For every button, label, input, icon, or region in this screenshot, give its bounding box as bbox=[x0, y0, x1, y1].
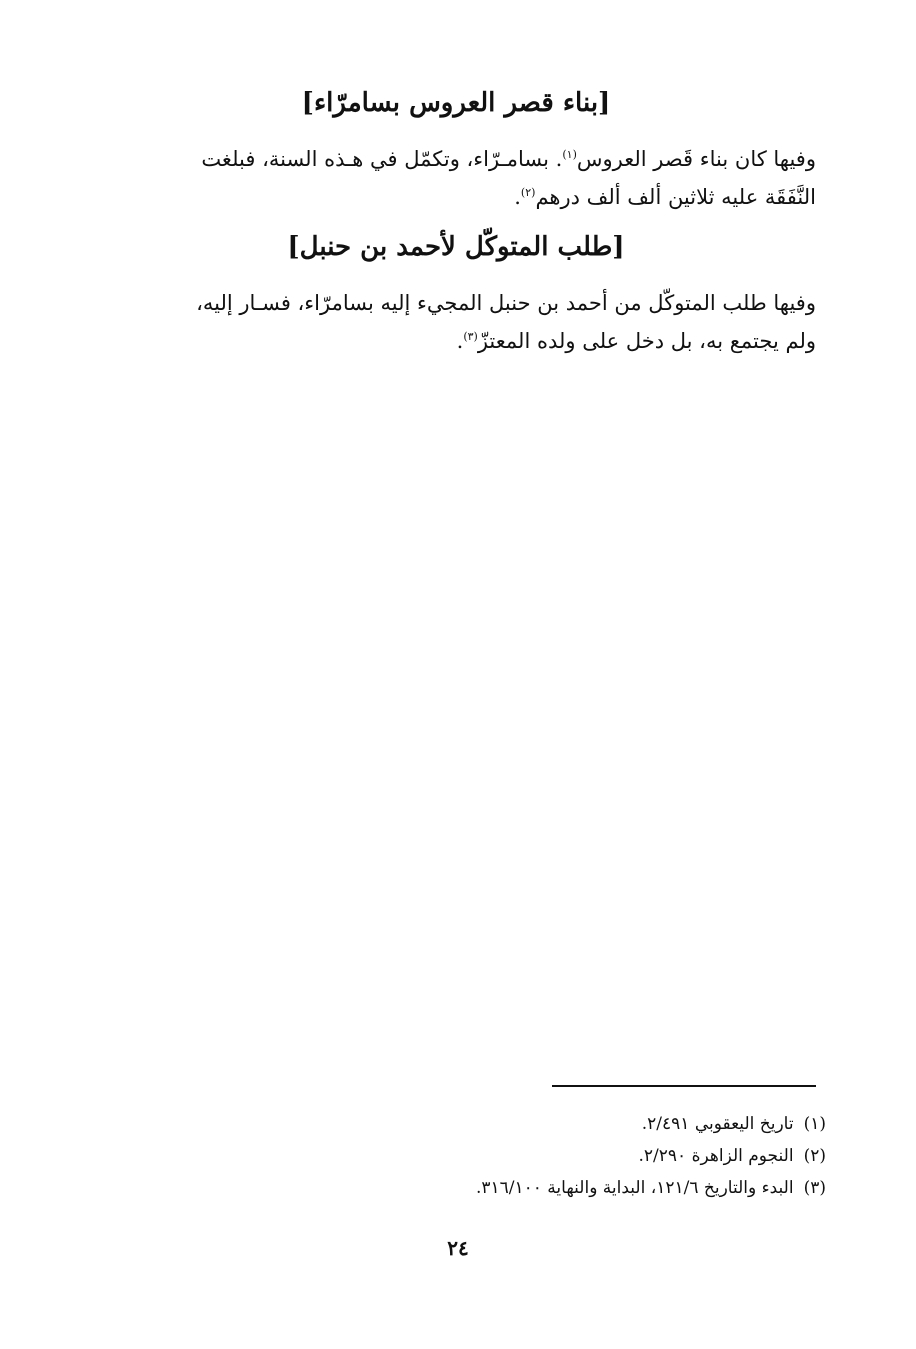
section-heading-qasr-al-arus: [بناء قصر العروس بسامرّاء] bbox=[301, 88, 611, 118]
footnote-divider bbox=[552, 1085, 816, 1087]
paragraph-line bbox=[96, 322, 816, 360]
footnote-item bbox=[96, 1172, 826, 1204]
line-text: ولم يجتمع به، بل دخل على ولده المعتزّ bbox=[477, 329, 816, 353]
footnote-text: النجوم الزاهرة ٢/٢٩٠. bbox=[638, 1146, 794, 1166]
footnote-marker: (٢) bbox=[520, 186, 536, 199]
line-text: وفيها كان بناء قَصر العروس bbox=[576, 147, 816, 171]
section-heading-ahmad-ibn-hanbal: [طلب المتوكّل لأحمد بن حنبل] bbox=[287, 232, 625, 262]
line-text-rest: . bbox=[514, 185, 521, 209]
page-number: ٢٤ bbox=[447, 1236, 469, 1260]
paragraph-line bbox=[96, 284, 816, 322]
footnotes bbox=[96, 1108, 826, 1204]
footnote-number: (٢) bbox=[803, 1146, 826, 1166]
paragraph-ahmad-ibn-hanbal bbox=[96, 284, 816, 360]
line-text: وفيها طلب المتوكّل من أحمد بن حنبل المجيء إليه بسامرّاء، فسـار إليه، bbox=[196, 291, 816, 315]
footnote-number: (١) bbox=[803, 1114, 826, 1134]
paragraph-qasr-al-arus bbox=[96, 140, 816, 216]
paragraph-line bbox=[96, 140, 816, 178]
line-text: النَّفَقَة عليه ثلاثين ألف ألف درهم bbox=[535, 185, 816, 209]
footnote-item bbox=[96, 1108, 826, 1140]
paragraph-line bbox=[96, 178, 816, 216]
footnote-text: البدء والتاريخ ١٢١/٦، البداية والنهاية ٣١٦/١٠٠. bbox=[475, 1178, 794, 1198]
line-text-rest: . بسامـرّاء، وتكمّل في هـذه السنة، فبلغت bbox=[201, 147, 563, 171]
footnote-marker: (١) bbox=[562, 148, 577, 161]
footnote-marker: (٣) bbox=[463, 330, 478, 343]
footnote-text: تاريخ اليعقوبي ٢/٤٩١. bbox=[641, 1114, 794, 1134]
footnote-number: (٣) bbox=[803, 1178, 826, 1198]
line-text-rest: . bbox=[456, 329, 464, 353]
footnote-item bbox=[96, 1140, 826, 1172]
